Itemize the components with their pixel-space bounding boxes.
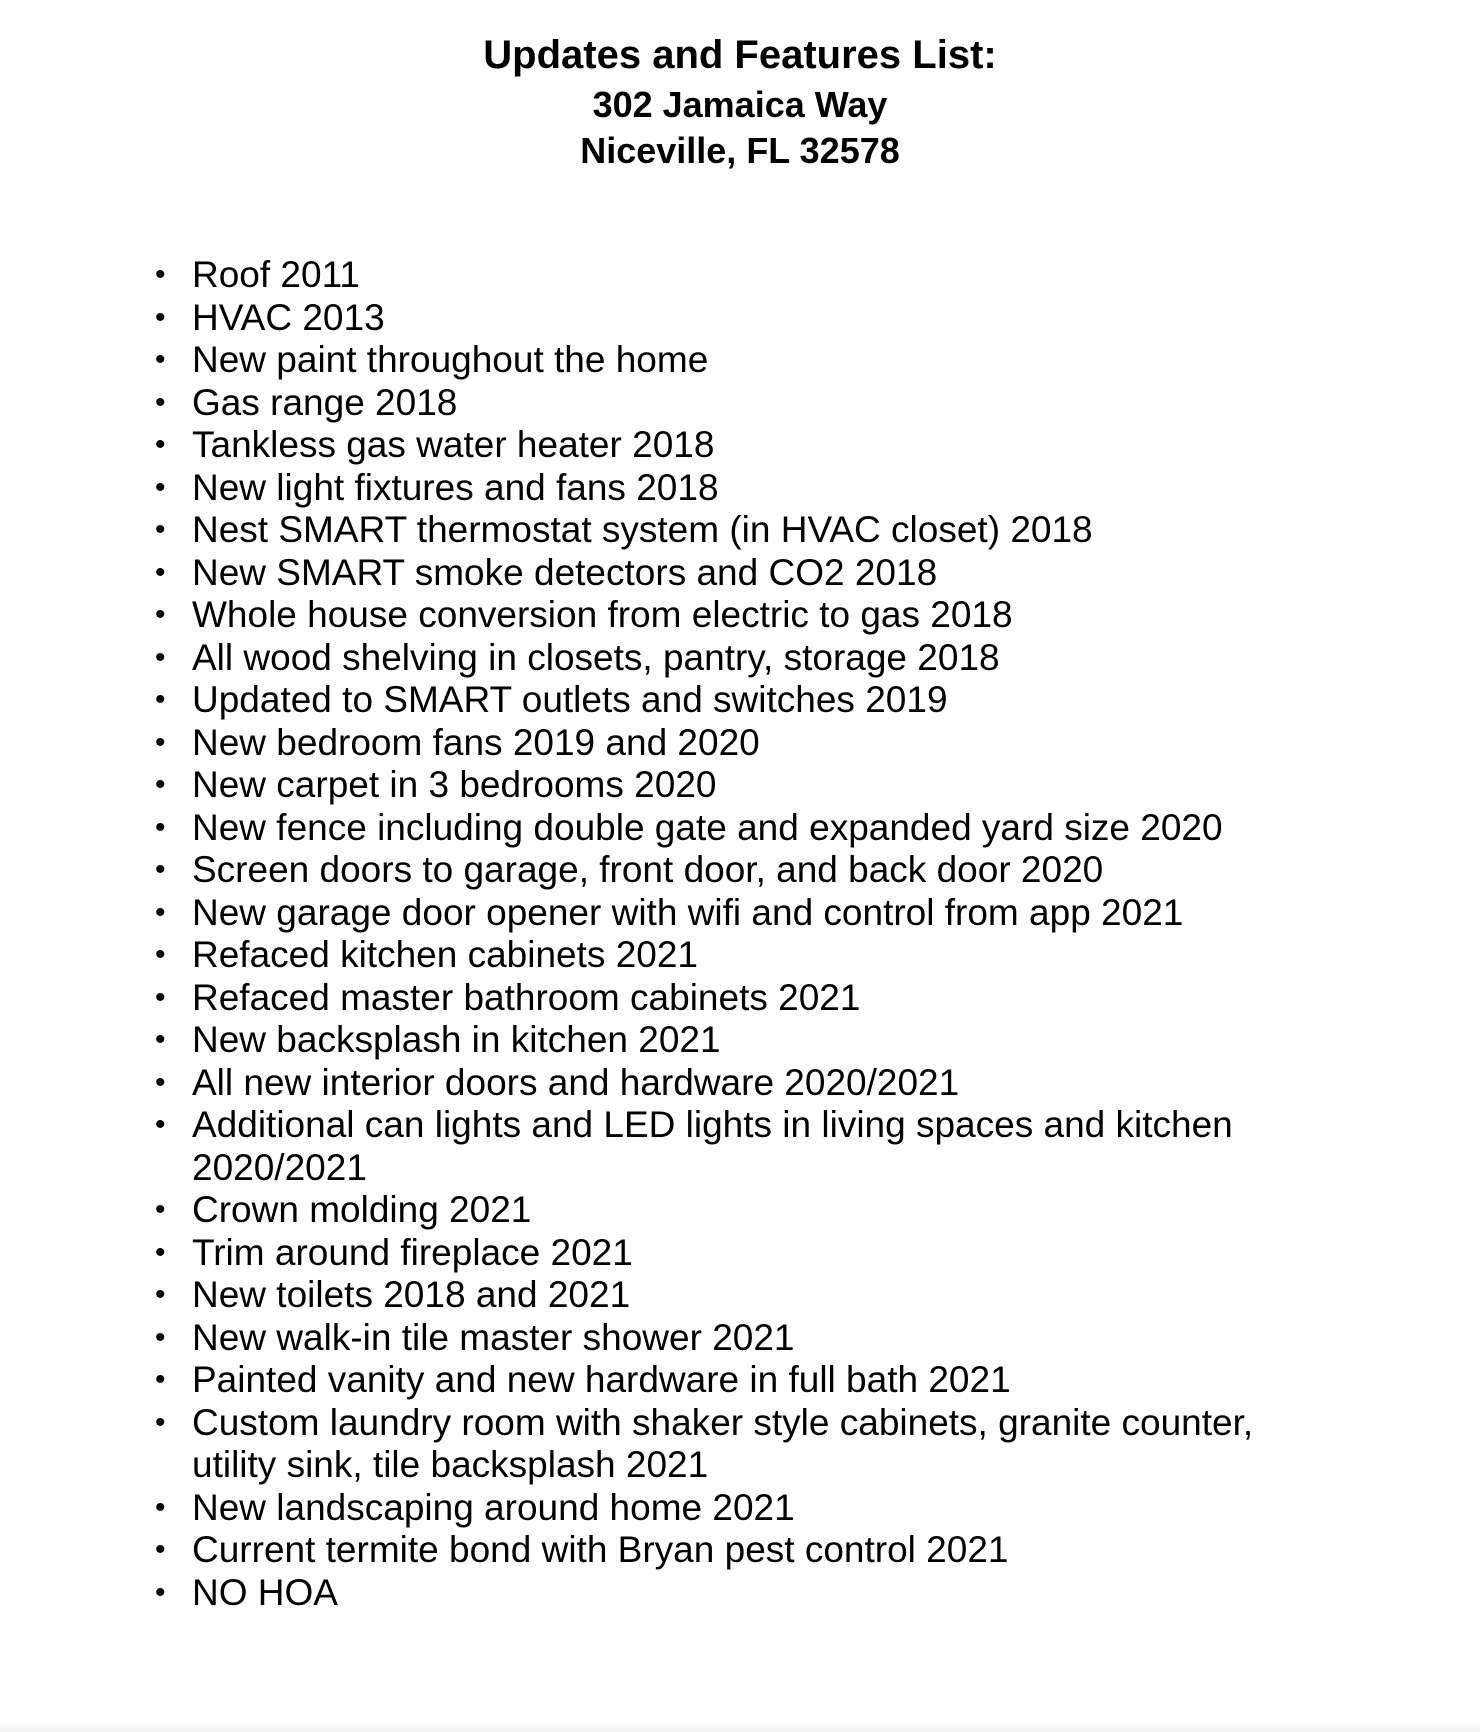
bullet-icon: • <box>155 1278 166 1311</box>
bullet-icon: • <box>155 300 166 334</box>
list-item-text: NO HOA <box>192 1571 338 1613</box>
bullet-icon: • <box>155 683 166 716</box>
bullet-icon: • <box>155 810 166 844</box>
list-item-text: Painted vanity and new hardware in full bath 2021 <box>192 1359 1011 1400</box>
list-item-text: Additional can lights and LED lights in living spaces and kitchen 2020/2021 <box>192 1104 1233 1188</box>
list-item <box>155 1572 1305 1615</box>
list-item-text: Whole house conversion from electric to gas 2018 <box>192 594 1013 635</box>
list-item <box>155 637 1305 680</box>
list-item-text: All wood shelving in closets, pantry, storage 2018 <box>192 636 1000 678</box>
list-item-text: Nest SMART thermostat system (in HVAC closet) 2018 <box>192 509 1093 550</box>
list-item <box>155 1189 1305 1232</box>
list-item-text: Gas range 2018 <box>192 381 458 423</box>
list-item-text: New light fixtures and fans 2018 <box>192 466 719 508</box>
list-item <box>155 977 1305 1020</box>
list-item-text: New walk-in tile master shower 2021 <box>192 1316 795 1358</box>
list-item <box>155 339 1305 382</box>
bullet-icon: • <box>155 513 166 546</box>
list-item <box>155 382 1305 425</box>
bullet-icon: • <box>155 1108 166 1141</box>
list-item <box>155 1529 1305 1572</box>
list-item <box>155 1104 1305 1189</box>
list-item <box>155 934 1305 977</box>
list-item-text: All new interior doors and hardware 2020/2021 <box>192 1061 960 1103</box>
list-item <box>155 297 1305 340</box>
list-item-text: Refaced master bathroom cabinets 2021 <box>192 976 861 1018</box>
address-line-city: Niceville, FL 32578 <box>580 130 900 171</box>
bullet-icon: • <box>155 385 166 419</box>
list-item-text: Updated to SMART outlets and switches 2019 <box>192 679 948 720</box>
list-item-text: HVAC 2013 <box>192 296 385 338</box>
bullet-icon: • <box>155 895 166 929</box>
list-item-text: New SMART smoke detectors and CO2 2018 <box>192 551 938 593</box>
list-item <box>155 424 1305 467</box>
list-item-text: New paint throughout the home <box>192 339 709 380</box>
bullet-icon: • <box>155 1405 166 1439</box>
bullet-icon: • <box>155 470 166 504</box>
list-item <box>155 467 1305 510</box>
list-item-text: New garage door opener with wifi and control from app 2021 <box>192 891 1184 933</box>
list-item-text: Roof 2011 <box>192 254 360 295</box>
bullet-icon: • <box>155 1490 166 1524</box>
list-item <box>155 1019 1305 1062</box>
bullet-icon: • <box>155 343 166 376</box>
list-item-text: New carpet in 3 bedrooms 2020 <box>192 764 717 805</box>
list-item <box>155 552 1305 595</box>
document-header <box>0 28 1480 174</box>
list-item-text: New fence including double gate and expanded yard size 2020 <box>192 806 1223 848</box>
list-item-text: Trim around fireplace 2021 <box>192 1231 633 1273</box>
bullet-icon: • <box>155 1193 166 1226</box>
address-line-street: 302 Jamaica Way <box>592 84 888 125</box>
list-item-text: Custom laundry room with shaker style cabinets, granite counter, utility sink, tile backsplash 2021 <box>192 1401 1254 1485</box>
list-item <box>155 1274 1305 1317</box>
bullet-icon: • <box>155 853 166 886</box>
bullet-icon: • <box>155 555 166 589</box>
bullet-icon: • <box>155 938 166 971</box>
list-item <box>155 254 1305 297</box>
document-title: Updates and Features List: <box>483 33 997 77</box>
bullet-icon: • <box>155 1533 166 1566</box>
list-item <box>155 1317 1305 1360</box>
list-item <box>155 594 1305 637</box>
list-item-text: Screen doors to garage, front door, and back door 2020 <box>192 849 1104 890</box>
page-bottom-edge <box>0 1722 1480 1732</box>
bullet-icon: • <box>155 1363 166 1396</box>
bullet-icon: • <box>155 258 166 291</box>
list-item <box>155 679 1305 722</box>
list-item <box>155 1062 1305 1105</box>
bullet-icon: • <box>155 1065 166 1099</box>
list-item-text: New landscaping around home 2021 <box>192 1486 795 1528</box>
list-item-text: New toilets 2018 and 2021 <box>192 1274 631 1315</box>
bullet-icon: • <box>155 428 166 461</box>
list-item-text: Refaced kitchen cabinets 2021 <box>192 934 699 975</box>
bullet-icon: • <box>155 1320 166 1354</box>
bullet-icon: • <box>155 1575 166 1609</box>
list-item-text: New bedroom fans 2019 and 2020 <box>192 721 760 763</box>
bullet-icon: • <box>155 598 166 631</box>
list-item-text: Crown molding 2021 <box>192 1189 532 1230</box>
list-item-text: New backsplash in kitchen 2021 <box>192 1019 721 1060</box>
bullet-icon: • <box>155 1235 166 1269</box>
list-item <box>155 722 1305 765</box>
list-item <box>155 1402 1305 1487</box>
features-list <box>155 254 1305 1614</box>
bullet-icon: • <box>155 640 166 674</box>
list-item <box>155 1359 1305 1402</box>
list-item <box>155 892 1305 935</box>
list-item <box>155 849 1305 892</box>
list-item-text: Current termite bond with Bryan pest control 2021 <box>192 1529 1009 1570</box>
list-item <box>155 764 1305 807</box>
bullet-icon: • <box>155 1023 166 1056</box>
bullet-icon: • <box>155 980 166 1014</box>
list-item <box>155 1232 1305 1275</box>
list-item <box>155 509 1305 552</box>
list-item-text: Tankless gas water heater 2018 <box>192 424 715 465</box>
list-item <box>155 807 1305 850</box>
list-item <box>155 1487 1305 1530</box>
bullet-icon: • <box>155 768 166 801</box>
bullet-icon: • <box>155 725 166 759</box>
